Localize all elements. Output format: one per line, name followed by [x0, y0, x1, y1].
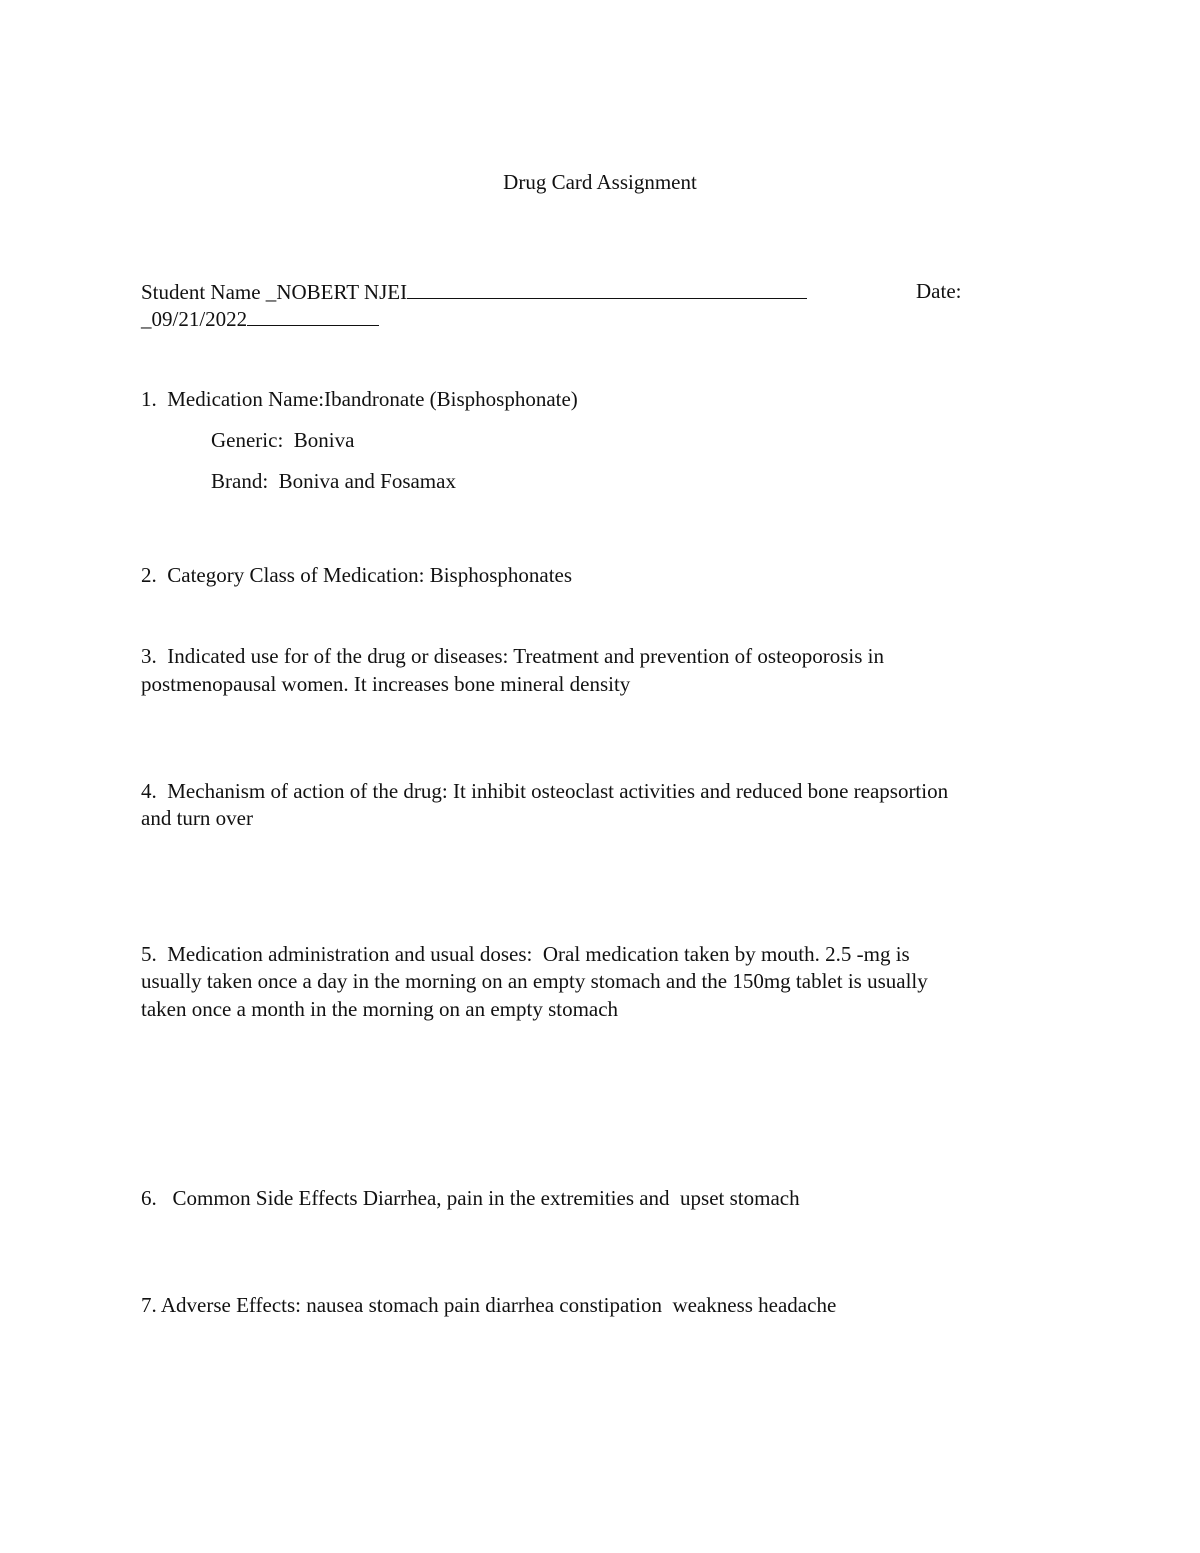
page-title: Drug Card Assignment	[503, 170, 697, 194]
date-label: Date:	[916, 279, 962, 303]
medication-name: 1. Medication Name:Ibandronate (Bisphosphonate)	[141, 387, 578, 411]
date-line	[141, 305, 379, 333]
student-name-value: NOBERT NJEI	[276, 280, 408, 304]
mechanism-line-1: 4. Mechanism of action of the drug: It inhibit osteoclast activities and reduced bone reapsortion	[141, 779, 949, 803]
indicated-use-line-2: postmenopausal women. It increases bone mineral density	[141, 672, 631, 696]
date-value: _09/21/2022	[141, 307, 248, 331]
date-underline	[247, 305, 379, 326]
name-underline	[407, 278, 807, 299]
common-side-effects: 6. Common Side Effects Diarrhea, pain in the extremities and upset stomach	[141, 1186, 800, 1210]
student-name-label: Student Name _	[141, 280, 277, 304]
generic-name: Generic: Boniva	[211, 428, 355, 452]
administration-line-1: 5. Medication administration and usual doses: Oral medication taken by mouth. 2.5 -mg is	[141, 942, 910, 966]
category-class: 2. Category Class of Medication: Bisphosphonates	[141, 563, 573, 587]
mechanism-line-2: and turn over	[141, 806, 253, 830]
indicated-use-line-1: 3. Indicated use for of the drug or diseases: Treatment and prevention of osteoporosis in	[141, 644, 885, 668]
student-name-line	[141, 278, 807, 306]
administration-line-3: taken once a month in the morning on an empty stomach	[141, 997, 619, 1021]
administration-line-2: usually taken once a day in the morning on an empty stomach and the 150mg tablet is usually	[141, 969, 928, 993]
adverse-effects: 7. Adverse Effects: nausea stomach pain diarrhea constipation weakness headache	[141, 1293, 837, 1317]
brand-name: Brand: Boniva and Fosamax	[211, 469, 456, 493]
